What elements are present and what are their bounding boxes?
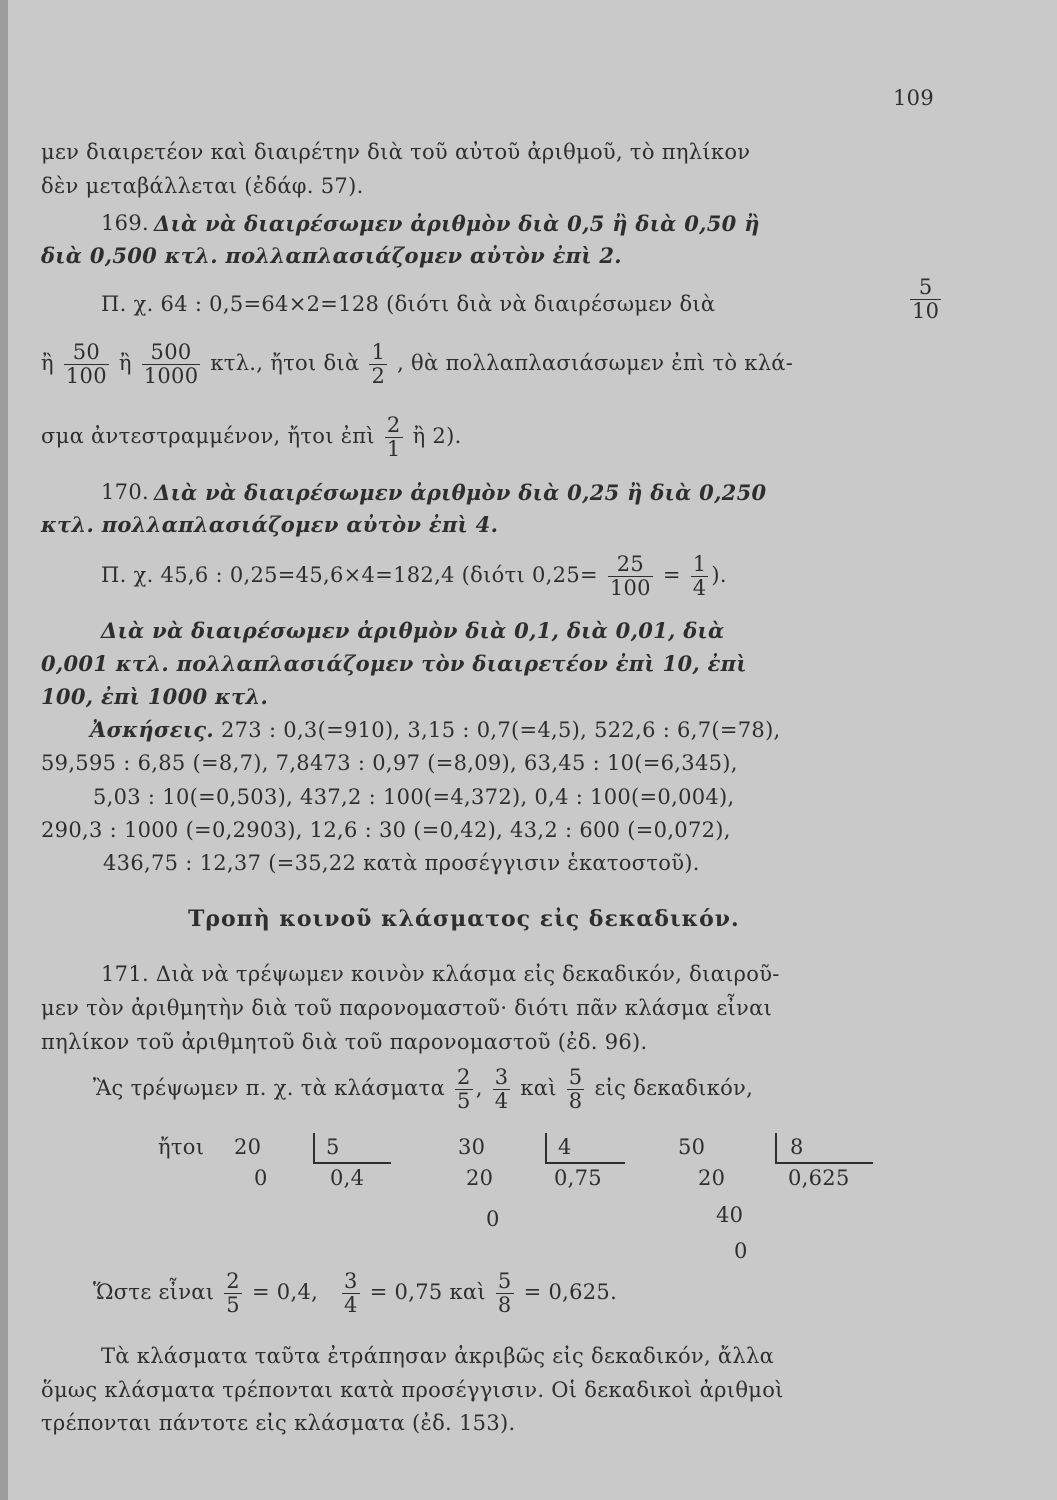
- division-remainder: 20: [466, 1166, 494, 1190]
- exercises-line: 290,3 : 1000 (=0,2903), 12,6 : 30 (=0,42), 43,2 : 600 (=0,072),: [41, 818, 731, 842]
- example-line: Ἂς τρέψωμεν π. χ. τὰ κλάσματα $\frac{2}{5}$ , $\frac{3}{4}$ καὶ $\frac{5}{8}$ εἰς δεκαδικόν,: [93, 1065, 754, 1114]
- example-line: ἢ $\frac{50}{100}$ ἢ $\frac{500}{1000}$ κτλ., ἤτοι διὰ $\frac{1}{2}$ , θὰ πολλαπλασιάσωμεν ἐπὶ τὸ κλά-: [41, 340, 794, 389]
- book-page: [8, 0, 1057, 1500]
- division-label: ἤτοι: [158, 1135, 205, 1159]
- division-quotient: 0,625: [788, 1166, 850, 1190]
- page-number: 109: [893, 86, 934, 110]
- division-bracket: [313, 1133, 315, 1163]
- division-bracket: [313, 1162, 391, 1164]
- rule-text: Διὰ νὰ διαιρέσωμεν ἀριθμὸν διὰ 0,5 ἢ διὰ 0,50 ἢ: [154, 211, 760, 236]
- exercises-line: 5,03 : 10(=0,503), 437,2 : 100(=4,372), 0,4 : 100(=0,004),: [93, 785, 735, 809]
- text-line: Τὰ κλάσματα ταῦτα ἐτράπησαν ἀκριβῶς εἰς δεκαδικόν, ἄλλα: [101, 1344, 775, 1368]
- division-divisor: 4: [558, 1135, 572, 1159]
- rule-text: διὰ 0,500 κτλ. πολλαπλασιάζομεν αὐτὸν ἐπὶ 2.: [41, 243, 622, 268]
- example-line: Π. χ. 45,6 : 0,25=45,6×4=182,4 (διότι 0,25= $\frac{25}{100}$ = $\frac{1}{4}$ ).: [101, 552, 727, 601]
- division-quotient: 0,4: [330, 1166, 365, 1190]
- rule-number: 170.: [101, 480, 149, 504]
- rule-text: 100, ἐπὶ 1000 κτλ.: [41, 684, 269, 709]
- result-line: Ὥστε εἶναι $\frac{2}{5}$ = 0,4, $\frac{3}{4}$ = 0,75 καὶ $\frac{5}{8}$ = 0,625.: [93, 1269, 618, 1318]
- rule-text: κτλ. πολλαπλασιάζομεν αὐτὸν ἐπὶ 4.: [41, 512, 499, 537]
- rule-number: 169.: [101, 211, 149, 235]
- exercises-line: 59,595 : 6,85 (=8,7), 7,8473 : 0,97 (=8,09), 63,45 : 10(=6,345),: [41, 751, 738, 775]
- division-divisor: 5: [326, 1135, 340, 1159]
- division-dividend: 30: [458, 1135, 486, 1159]
- rule-text: Διὰ νὰ διαιρέσωμεν ἀριθμὸν διὰ 0,25 ἢ διὰ 0,250: [154, 480, 767, 505]
- division-dividend: 20: [234, 1135, 262, 1159]
- text-line: μεν τὸν ἀριθμητὴν διὰ τοῦ παρονομαστοῦ· διότι πᾶν κλάσμα εἶναι: [41, 996, 773, 1020]
- division-dividend: 50: [678, 1135, 706, 1159]
- division-remainder: 40: [716, 1203, 744, 1227]
- text-line: δὲν μεταβάλλεται (ἐδάφ. 57).: [41, 174, 364, 198]
- section-title: Τροπὴ κοινοῦ κλάσματος εἰς δεκαδικόν.: [188, 906, 740, 932]
- exercises-label: Ἀσκήσεις.: [90, 717, 214, 742]
- division-divisor: 8: [790, 1135, 804, 1159]
- division-quotient: 0,75: [554, 1166, 602, 1190]
- text-line: ὅμως κλάσματα τρέπονται κατὰ προσέγγισιν. Οἱ δεκαδικοὶ ἀριθμοὶ: [41, 1378, 784, 1402]
- rule-text: 0,001 κτλ. πολλαπλασιάζομεν τὸν διαιρετέον ἐπὶ 10, ἐπὶ: [41, 651, 747, 676]
- division-remainder: 20: [698, 1166, 726, 1190]
- exercises-line: 436,75 : 12,37 (=35,22 κατὰ προσέγγισιν ἑκατοστοῦ).: [103, 851, 700, 875]
- division-bracket: [545, 1133, 547, 1163]
- text-line: τρέπονται πάντοτε εἰς κλάσματα (ἐδ. 153).: [41, 1411, 516, 1435]
- text-line: 171. Διὰ νὰ τρέψωμεν κοινὸν κλάσμα εἰς δεκαδικόν, διαιροῦ-: [101, 962, 780, 986]
- division-remainder: 0: [486, 1207, 500, 1231]
- division-remainder: 0: [734, 1239, 748, 1263]
- text-line: μεν διαιρετέον καὶ διαιρέτην διὰ τοῦ αὐτοῦ ἀριθμοῦ, τὸ πηλίκον: [41, 140, 751, 164]
- division-bracket: [545, 1162, 625, 1164]
- example-line: σμα ἀντεστραμμένον, ἤτοι ἐπὶ $\frac{2}{1}$ ἢ 2).: [41, 413, 462, 462]
- division-bracket: [775, 1162, 873, 1164]
- text-line: πηλίκον τοῦ ἀριθμητοῦ διὰ τοῦ παρονομαστοῦ (ἐδ. 96).: [41, 1030, 648, 1054]
- rule-text: Διὰ νὰ διαιρέσωμεν ἀριθμὸν διὰ 0,1, διὰ 0,01, διὰ: [101, 618, 725, 643]
- exercises-line: Ἀσκήσεις. 273 : 0,3(=910), 3,15 : 0,7(=4,5), 522,6 : 6,7(=78),: [90, 717, 781, 742]
- fraction: $\frac{5}{10}$: [912, 275, 940, 324]
- division-bracket: [775, 1133, 777, 1163]
- division-remainder: 0: [254, 1166, 268, 1190]
- example-text: Π. χ. 64 : 0,5=64×2=128 (διότι διὰ νὰ διαιρέσωμεν διὰ: [101, 292, 716, 316]
